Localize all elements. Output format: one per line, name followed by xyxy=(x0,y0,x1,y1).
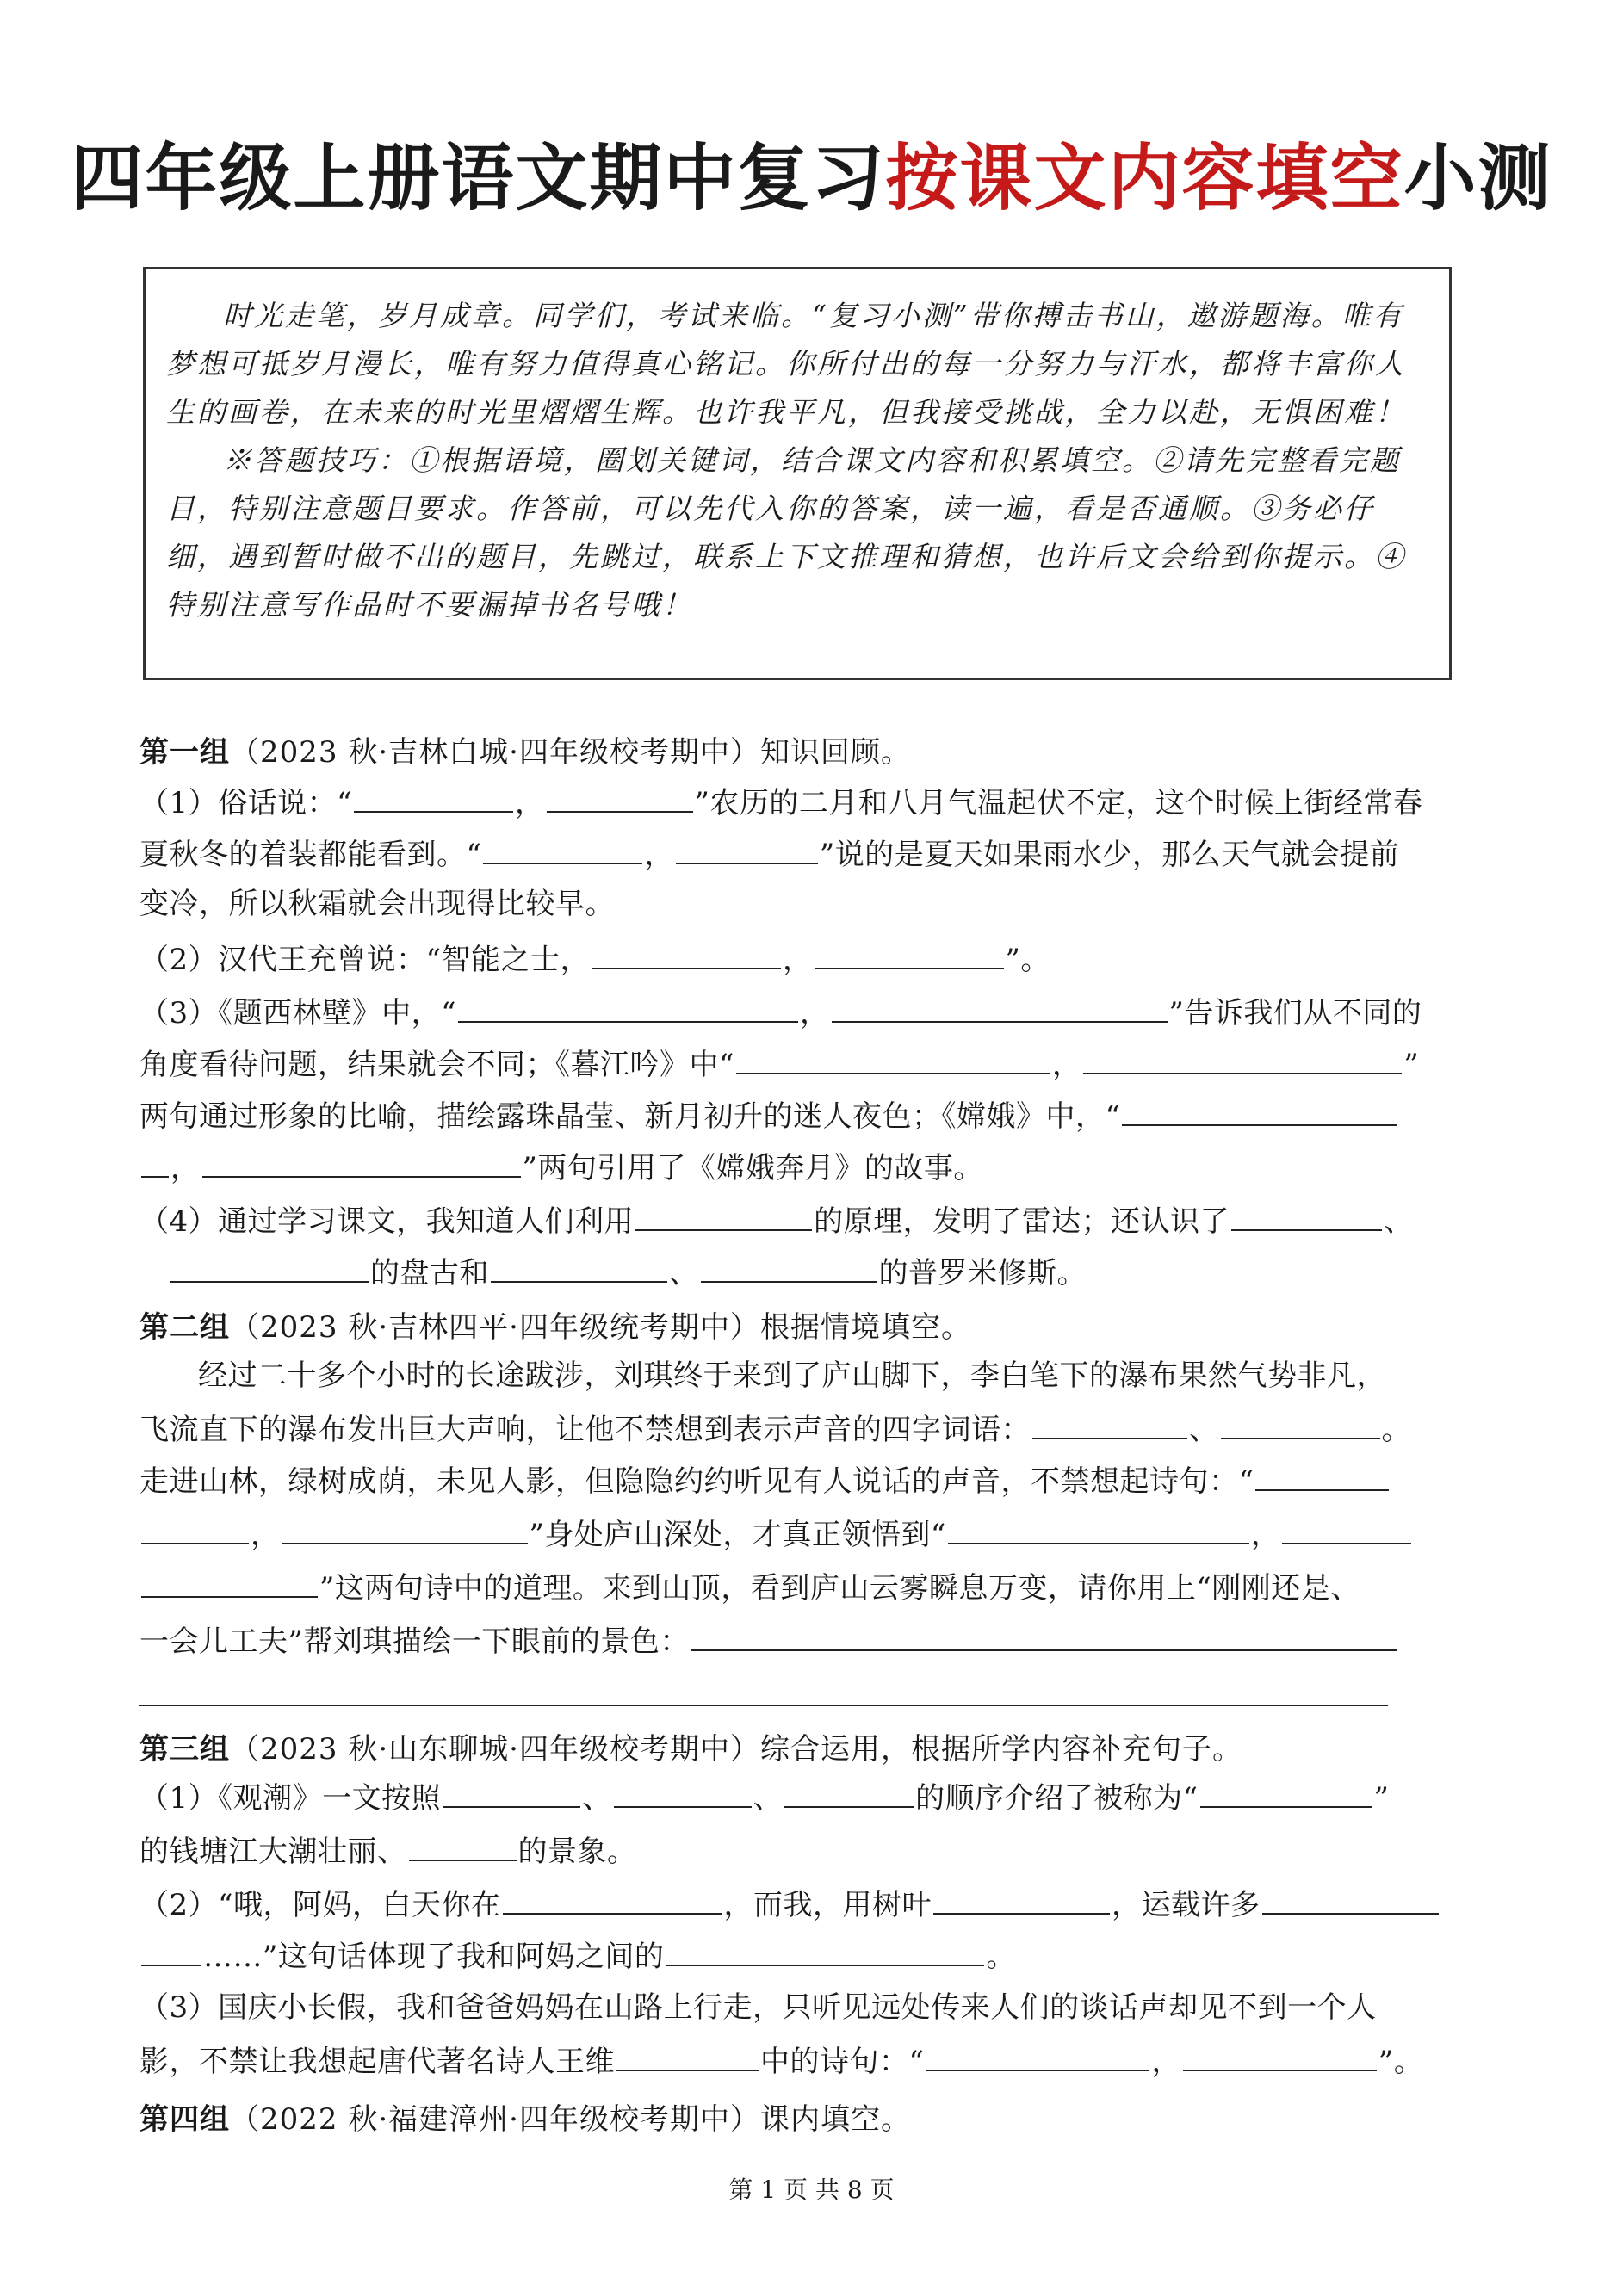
answer-blank[interactable] xyxy=(784,1779,914,1808)
answer-blank[interactable] xyxy=(815,940,1004,969)
g3-q2-line2: ……”这句话体现了我和阿妈之间的 。 xyxy=(139,1937,1483,1974)
g1-q1-line1: （1）俗话说：“ ， ”农历的二月和八月气温起伏不定，这个时候上街经常春 xyxy=(139,783,1483,820)
answer-blank[interactable] xyxy=(614,1779,752,1808)
g3-q1-line2: 的钱塘江大潮壮丽、 的景象。 xyxy=(139,1832,1483,1869)
answer-blank[interactable] xyxy=(1083,1045,1402,1074)
g3-q1-line1: （1）《观潮》一文按照 、 、 的顺序介绍了被称为“ ” xyxy=(139,1779,1483,1816)
g1-q1-line3: 变冷，所以秋霜就会出现得比较早。 xyxy=(139,887,615,921)
answer-blank[interactable] xyxy=(354,783,513,813)
answer-blank[interactable] xyxy=(141,1515,249,1544)
intro-paragraph: 时光走笔，岁月成章。同学们，考试来临。“复习小测”带你搏击书山，遨游题海。唯有梦想可抵岁月漫长，唯有努力值得真心铭记。你所付出的每一分努力与汗水，都将丰富你人生的画卷，在未来的时光里熠熠生辉。也许我平凡，但我接受挑战，全力以赴，无惧困难！ xyxy=(166,299,1406,429)
answer-blank[interactable] xyxy=(503,1885,722,1915)
page-title: 四年级上册语文期中复习按课文内容填空小测 xyxy=(71,136,1552,220)
answer-blank[interactable] xyxy=(1255,1462,1389,1491)
answer-blank[interactable] xyxy=(676,835,818,864)
g1-q3-line4: ， ”两句引用了《嫦娥奔月》的故事。 xyxy=(139,1148,1483,1185)
answer-blank[interactable] xyxy=(592,940,781,969)
g1-q4-line2: 的盘古和 、 的普罗米修斯。 xyxy=(139,1253,1483,1290)
answer-blank[interactable] xyxy=(926,2042,1149,2071)
answer-blank[interactable] xyxy=(1231,1202,1382,1231)
answer-blank[interactable] xyxy=(701,1253,877,1283)
answer-blank[interactable] xyxy=(141,1148,169,1178)
g1-q3-line2: 角度看待问题，结果就会不同；《暮江吟》中“ ， ” xyxy=(139,1045,1483,1082)
g2-line6: 一会儿工夫”帮刘琪描绘一下眼前的景色： xyxy=(139,1622,1483,1659)
answer-blank[interactable] xyxy=(443,1779,580,1808)
answer-blank[interactable] xyxy=(933,1885,1110,1915)
answer-blank[interactable] xyxy=(1200,1779,1372,1808)
group-2-heading: 第二组（2023 秋·吉林四平·四年级统考期中）根据情境填空。 xyxy=(139,1310,971,1345)
answer-blank[interactable] xyxy=(635,1202,812,1231)
answer-blank[interactable] xyxy=(491,1253,667,1283)
answer-blank[interactable] xyxy=(616,2042,759,2071)
g1-q4-line1: （4）通过学习课文，我知道人们利用 的原理，发明了雷达；还认识了 、 xyxy=(139,1202,1483,1239)
g1-q2-line1: （2）汉代王充曾说：“智能之士， ， ”。 xyxy=(139,940,1483,977)
g2-line2: 飞流直下的瀑布发出巨大声响，让他不禁想到表示声音的四字词语： 、 。 xyxy=(139,1410,1483,1447)
title-highlight: 按课文内容填空 xyxy=(885,136,1404,220)
group-1-heading: 第一组（2023 秋·吉林白城·四年级校考期中）知识回顾。 xyxy=(139,735,911,770)
answer-blank[interactable] xyxy=(736,1045,1050,1074)
group-3-heading: 第三组（2023 秋·山东聊城·四年级校考期中）综合运用，根据所学内容补充句子。 xyxy=(139,1732,1242,1767)
answer-blank[interactable] xyxy=(1262,1885,1439,1915)
answer-blank[interactable] xyxy=(547,783,693,813)
answer-blank[interactable] xyxy=(948,1515,1249,1544)
g3-q2-line1: （2）“哦，阿妈，白天你在 ，而我，用树叶 ，运载许多 xyxy=(139,1885,1483,1922)
answer-blank[interactable] xyxy=(141,1569,318,1598)
page-footer: 第 1 页 共 8 页 xyxy=(728,2175,895,2204)
answer-blank[interactable] xyxy=(409,1832,517,1861)
g2-line3: 走进山林，绿树成荫，未见人影，但隐隐约约听见有人说话的声音，不禁想起诗句：“ xyxy=(139,1462,1483,1499)
answer-blank[interactable] xyxy=(1122,1097,1397,1126)
answer-blank[interactable] xyxy=(282,1515,528,1544)
g2-line4: ， ”身处庐山深处，才真正领悟到“ ， xyxy=(139,1515,1483,1552)
answer-blank[interactable] xyxy=(1183,2042,1377,2071)
answer-blank[interactable] xyxy=(458,993,798,1023)
answer-blank[interactable] xyxy=(202,1148,521,1178)
g1-q3-line1: （3）《题西林壁》中，“ ， ”告诉我们从不同的 xyxy=(139,993,1483,1030)
answer-blank[interactable] xyxy=(1221,1410,1380,1439)
answer-line[interactable] xyxy=(139,1705,1388,1706)
g2-line5: ”这两句诗中的道理。来到山顶，看到庐山云雾瞬息万变，请你用上“刚刚还是、 xyxy=(139,1569,1483,1606)
answer-blank[interactable] xyxy=(170,1253,369,1283)
answer-blank[interactable] xyxy=(1282,1515,1411,1544)
answer-blank[interactable] xyxy=(1032,1410,1187,1439)
g2-line1: 经过二十多个小时的长途跋涉，刘琪终于来到了庐山脚下，李白笔下的瀑布果然气势非凡， xyxy=(198,1358,1386,1393)
answer-blank[interactable] xyxy=(483,835,642,864)
answer-blank[interactable] xyxy=(691,1622,1397,1651)
answer-blank[interactable] xyxy=(666,1937,984,1966)
answer-blank[interactable] xyxy=(832,993,1168,1023)
intro-box xyxy=(143,267,1452,680)
g3-q3-line1: （3）国庆小长假，我和爸爸妈妈在山路上行走，只听见远处传来人们的谈话声却见不到一个人 xyxy=(139,1990,1377,2025)
tips-paragraph: ※答题技巧：①根据语境，圈划关键词，结合课文内容和积累填空。②请先完整看完题目，特别注意题目要求。作答前，可以先代入你的答案，读一遍，看是否通顺。③务必仔细，遇到暂时做不出的题目，先跳过，联系上下文推理和猜想，也许后文会给到你提示。④特别注意写作品时不要漏掉书名号哦！ xyxy=(166,443,1406,622)
g3-q3-line2: 影，不禁让我想起唐代著名诗人王维 中的诗句：“ ， ”。 xyxy=(139,2042,1483,2079)
group-4-heading: 第四组（2022 秋·福建漳州·四年级校考期中）课内填空。 xyxy=(139,2102,911,2137)
g1-q1-line2: 夏秋冬的着装都能看到。“ ， ”说的是夏天如果雨水少，那么天气就会提前 xyxy=(139,835,1483,872)
g1-q3-line3: 两句通过形象的比喻，描绘露珠晶莹、新月初升的迷人夜色；《嫦娥》中，“ xyxy=(139,1097,1483,1134)
answer-blank[interactable] xyxy=(141,1937,201,1966)
